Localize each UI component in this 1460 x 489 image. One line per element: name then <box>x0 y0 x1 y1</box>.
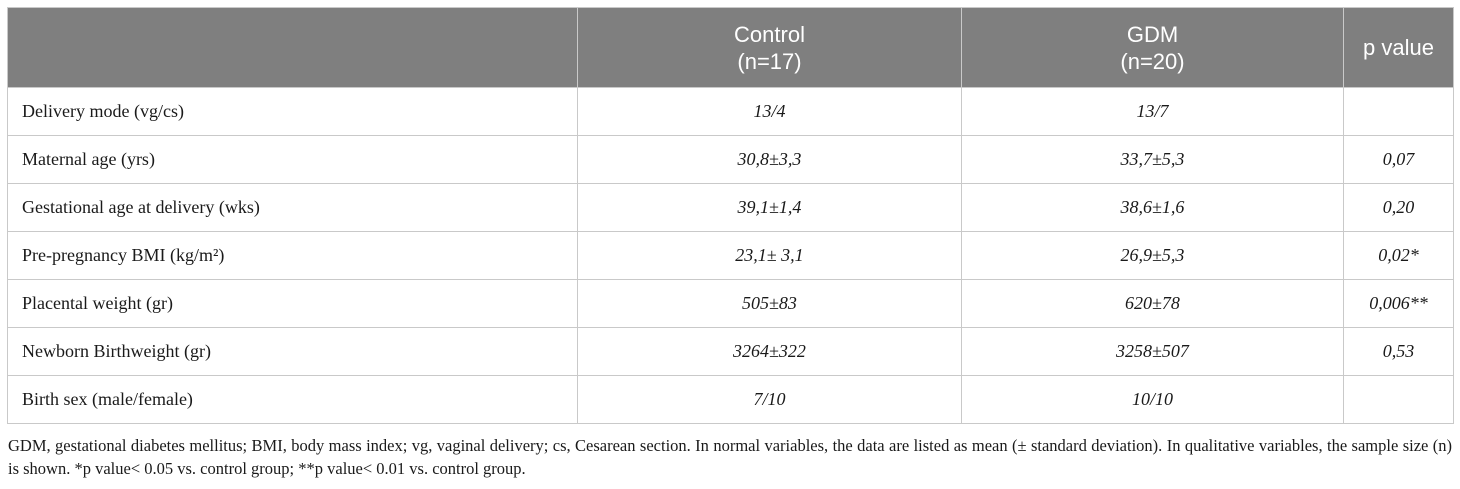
p-value: 0,53 <box>1344 328 1454 376</box>
gdm-value: 3258±507 <box>962 328 1344 376</box>
p-value: 0,02* <box>1344 232 1454 280</box>
control-value: 7/10 <box>578 376 962 424</box>
control-value: 23,1± 3,1 <box>578 232 962 280</box>
p-value <box>1344 376 1454 424</box>
data-table <box>7 7 1454 424</box>
header-gdm-n: (n=20) <box>1120 48 1185 74</box>
p-value: 0,07 <box>1344 136 1454 184</box>
control-value: 505±83 <box>578 280 962 328</box>
table-row <box>8 280 1454 328</box>
row-label: Pre-pregnancy BMI (kg/m²) <box>8 232 578 280</box>
gdm-value: 26,9±5,3 <box>962 232 1344 280</box>
row-label: Placental weight (gr) <box>8 280 578 328</box>
table-row <box>8 232 1454 280</box>
row-label: Gestational age at delivery (wks) <box>8 184 578 232</box>
header-p-value: p value <box>1344 8 1454 88</box>
gdm-value: 13/7 <box>962 88 1344 136</box>
header-row <box>8 8 1454 88</box>
row-label: Maternal age (yrs) <box>8 136 578 184</box>
header-gdm-title: GDM <box>1126 21 1179 47</box>
table-row <box>8 88 1454 136</box>
row-label: Newborn Birthweight (gr) <box>8 328 578 376</box>
header-control-title: Control <box>734 21 805 47</box>
gdm-value: 10/10 <box>962 376 1344 424</box>
p-value <box>1344 88 1454 136</box>
p-value: 0,006** <box>1344 280 1454 328</box>
table-container <box>7 7 1453 480</box>
header-gdm <box>962 8 1344 88</box>
control-value: 30,8±3,3 <box>578 136 962 184</box>
p-value: 0,20 <box>1344 184 1454 232</box>
table-row <box>8 376 1454 424</box>
gdm-value: 38,6±1,6 <box>962 184 1344 232</box>
header-control-n: (n=17) <box>737 48 802 74</box>
table-row <box>8 328 1454 376</box>
table-footnote: GDM, gestational diabetes mellitus; BMI, body mass index; vg, vaginal delivery; cs, Cesarean section. In normal variables, the data are listed as mean (± standard deviation). In qualitative variables, the sample size (n) is shown. *p value< 0.05 vs. control group; **p value< 0.01 vs. control group. <box>8 436 1452 478</box>
gdm-value: 620±78 <box>962 280 1344 328</box>
row-label: Birth sex (male/female) <box>8 376 578 424</box>
header-control <box>578 8 962 88</box>
control-value: 3264±322 <box>578 328 962 376</box>
control-value: 39,1±1,4 <box>578 184 962 232</box>
table-row <box>8 184 1454 232</box>
gdm-value: 33,7±5,3 <box>962 136 1344 184</box>
table-row <box>8 136 1454 184</box>
control-value: 13/4 <box>578 88 962 136</box>
header-label-column <box>8 8 578 88</box>
row-label: Delivery mode (vg/cs) <box>8 88 578 136</box>
